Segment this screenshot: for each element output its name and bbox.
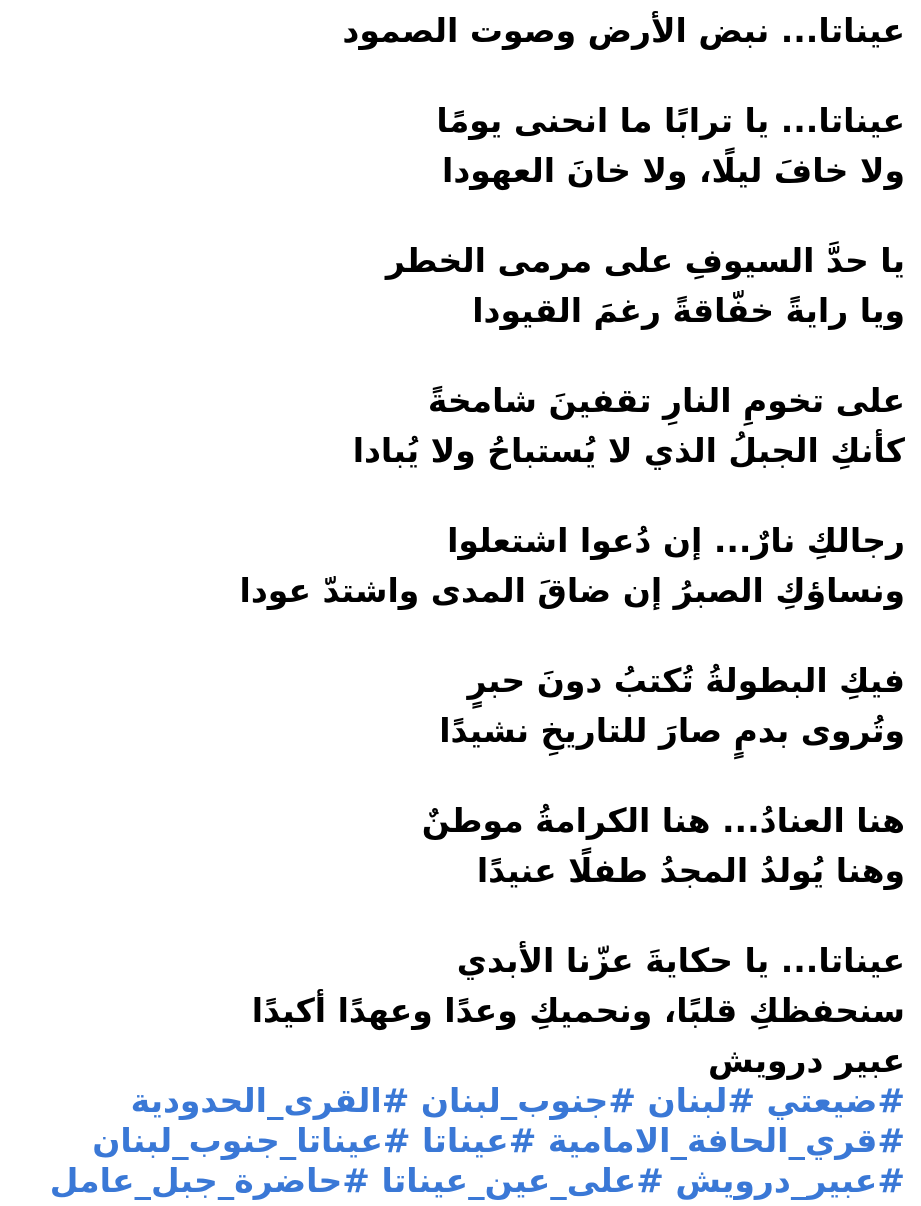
verse-line: وتُروى بدمٍ صارَ للتاريخِ نشيدًا — [439, 711, 905, 750]
verse-line: على تخومِ النارِ تقفينَ شامخةً — [427, 381, 905, 420]
verse-line: ونساؤكِ الصبرُ إن ضاقَ المدى واشتدّ عودا — [239, 571, 905, 610]
verse-line: يا حدَّ السيوفِ على مرمى الخطر — [385, 241, 905, 280]
poem-author: عبير درويش — [708, 1041, 905, 1080]
verse-line: فيكِ البطولةُ تُكتبُ دونَ حبرٍ — [467, 661, 905, 700]
verse-line: عيناتا... يا حكايةَ عزّنا الأبدي — [456, 941, 905, 980]
verse-line: عيناتا... يا ترابًا ما انحنى يومًا — [436, 101, 905, 140]
verse-line: كأنكِ الجبلُ الذي لا يُستباحُ ولا يُبادا — [352, 431, 905, 470]
verse-line: رجالكِ نارٌ... إن دُعوا اشتعلوا — [447, 521, 905, 560]
verse-line: وهنا يُولدُ المجدُ طفلًا عنيدًا — [476, 851, 905, 890]
verse-line: هنا العنادُ... هنا الكرامةُ موطنٌ — [421, 801, 905, 840]
hashtag-line[interactable]: #عبير_درويش #على_عين_عيناتا #حاضرة_جبل_عامل — [49, 1161, 905, 1200]
verse-line: ويا رايةً خفّاقةً رغمَ القيودا — [472, 291, 905, 330]
verse-line: ولا خافَ ليلًا، ولا خانَ العهودا — [442, 151, 905, 190]
verse-line: سنحفظكِ قلبًا، ونحميكِ وعدًا وعهدًا أكيدًا — [251, 991, 905, 1030]
poem-title: عيناتا... نبض الأرض وصوت الصمود — [342, 11, 905, 50]
hashtag-line[interactable]: #قري_الحافة_الامامية #عيناتا #عيناتا_جنوب_لبنان — [92, 1121, 905, 1160]
hashtag-line[interactable]: #ضيعتي #لبنان #جنوب_لبنان #القرى_الحدودية — [130, 1081, 905, 1120]
